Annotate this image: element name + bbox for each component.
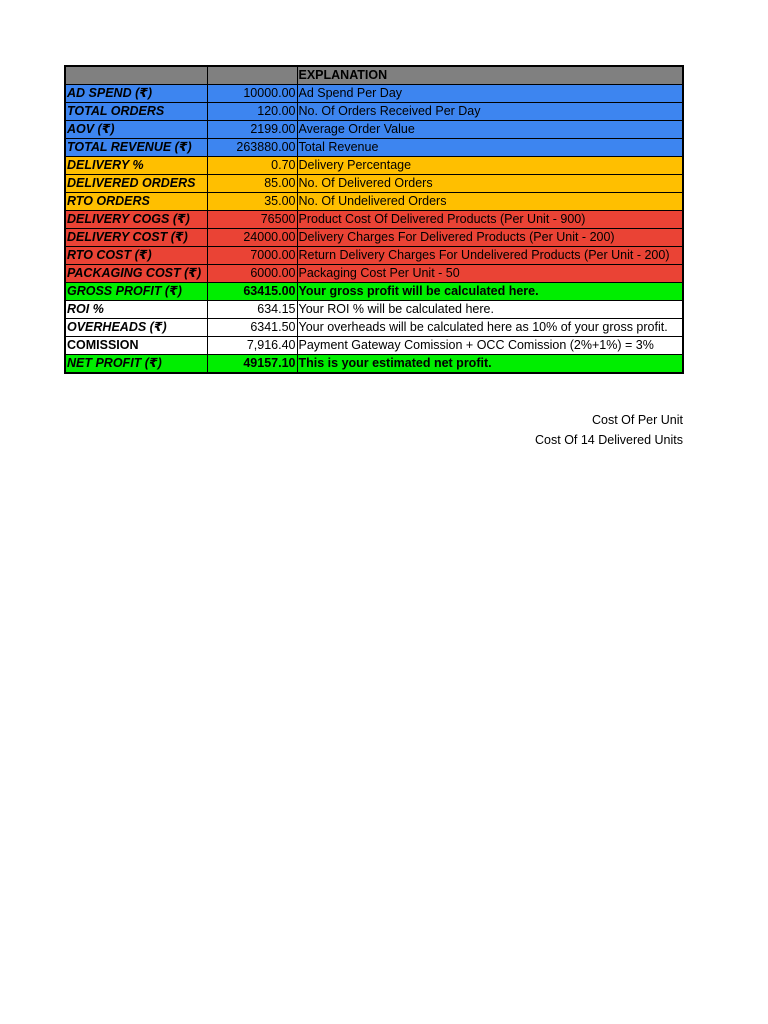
table-row [65, 103, 683, 121]
row-value-cell[interactable]: 263880.00 [207, 139, 297, 157]
row-explanation-cell[interactable]: Total Revenue [297, 139, 683, 157]
row-label-cell[interactable]: RTO ORDERS [65, 193, 207, 211]
row-value-cell[interactable]: 76500 [207, 211, 297, 229]
row-label-cell[interactable]: RTO COST (₹) [65, 247, 207, 265]
row-value-cell[interactable]: 6341.50 [207, 319, 297, 337]
header-value-cell[interactable] [207, 66, 297, 85]
row-value-cell[interactable]: 7000.00 [207, 247, 297, 265]
table-row [65, 265, 683, 283]
row-explanation-cell[interactable]: Product Cost Of Delivered Products (Per Unit - 900) [297, 211, 683, 229]
row-value-cell[interactable]: 0.70 [207, 157, 297, 175]
row-explanation-cell[interactable]: No. Of Orders Received Per Day [297, 103, 683, 121]
row-explanation-cell[interactable]: Your overheads will be calculated here as 10% of your gross profit. [297, 319, 683, 337]
table-row [65, 121, 683, 139]
row-explanation-cell[interactable]: Delivery Charges For Delivered Products (Per Unit - 200) [297, 229, 683, 247]
row-label-cell[interactable]: GROSS PROFIT (₹) [65, 283, 207, 301]
row-value-cell[interactable]: 2199.00 [207, 121, 297, 139]
table-row [65, 175, 683, 193]
header-row [65, 66, 683, 85]
row-explanation-cell[interactable]: Packaging Cost Per Unit - 50 [297, 265, 683, 283]
row-label-cell[interactable]: AOV (₹) [65, 121, 207, 139]
row-label-cell[interactable]: ROI % [65, 301, 207, 319]
table-row [65, 283, 683, 301]
table-body [65, 66, 683, 373]
row-label-cell[interactable]: DELIVERY COGS (₹) [65, 211, 207, 229]
table-row [65, 193, 683, 211]
row-explanation-cell[interactable]: Payment Gateway Comission + OCC Comission (2%+1%) = 3% [297, 337, 683, 355]
cost-delivered-units-note[interactable]: Cost Of 14 Delivered Units [535, 433, 683, 447]
row-value-cell[interactable]: 7,916.40 [207, 337, 297, 355]
row-value-cell[interactable]: 49157.10 [207, 355, 297, 374]
row-value-cell[interactable]: 634.15 [207, 301, 297, 319]
profit-calculator-table [64, 65, 684, 374]
row-explanation-cell[interactable]: No. Of Delivered Orders [297, 175, 683, 193]
row-value-cell[interactable]: 85.00 [207, 175, 297, 193]
table-row [65, 319, 683, 337]
table-row [65, 85, 683, 103]
row-label-cell[interactable]: OVERHEADS (₹) [65, 319, 207, 337]
row-label-cell[interactable]: DELIVERED ORDERS [65, 175, 207, 193]
table-row [65, 139, 683, 157]
table-row [65, 211, 683, 229]
table-row [65, 157, 683, 175]
row-label-cell[interactable]: TOTAL REVENUE (₹) [65, 139, 207, 157]
row-label-cell[interactable]: NET PROFIT (₹) [65, 355, 207, 374]
row-value-cell[interactable]: 6000.00 [207, 265, 297, 283]
row-explanation-cell[interactable]: Average Order Value [297, 121, 683, 139]
row-explanation-cell[interactable]: Ad Spend Per Day [297, 85, 683, 103]
header-explanation-cell[interactable]: EXPLANATION [297, 66, 683, 85]
table-row [65, 355, 683, 374]
row-label-cell[interactable]: DELIVERY COST (₹) [65, 229, 207, 247]
table-row [65, 337, 683, 355]
row-explanation-cell[interactable]: No. Of Undelivered Orders [297, 193, 683, 211]
row-explanation-cell[interactable]: Your ROI % will be calculated here. [297, 301, 683, 319]
row-value-cell[interactable]: 35.00 [207, 193, 297, 211]
row-value-cell[interactable]: 63415.00 [207, 283, 297, 301]
row-label-cell[interactable]: AD SPEND (₹) [65, 85, 207, 103]
table-row [65, 247, 683, 265]
row-explanation-cell[interactable]: Delivery Percentage [297, 157, 683, 175]
row-label-cell[interactable]: COMISSION [65, 337, 207, 355]
row-explanation-cell[interactable]: This is your estimated net profit. [297, 355, 683, 374]
table-row [65, 301, 683, 319]
row-label-cell[interactable]: TOTAL ORDERS [65, 103, 207, 121]
row-explanation-cell[interactable]: Return Delivery Charges For Undelivered Products (Per Unit - 200) [297, 247, 683, 265]
row-label-cell[interactable]: PACKAGING COST (₹) [65, 265, 207, 283]
row-value-cell[interactable]: 10000.00 [207, 85, 297, 103]
row-label-cell[interactable]: DELIVERY % [65, 157, 207, 175]
row-explanation-cell[interactable]: Your gross profit will be calculated here. [297, 283, 683, 301]
cost-per-unit-note[interactable]: Cost Of Per Unit [592, 413, 683, 427]
row-value-cell[interactable]: 24000.00 [207, 229, 297, 247]
header-label-cell[interactable] [65, 66, 207, 85]
row-value-cell[interactable]: 120.00 [207, 103, 297, 121]
table-row [65, 229, 683, 247]
